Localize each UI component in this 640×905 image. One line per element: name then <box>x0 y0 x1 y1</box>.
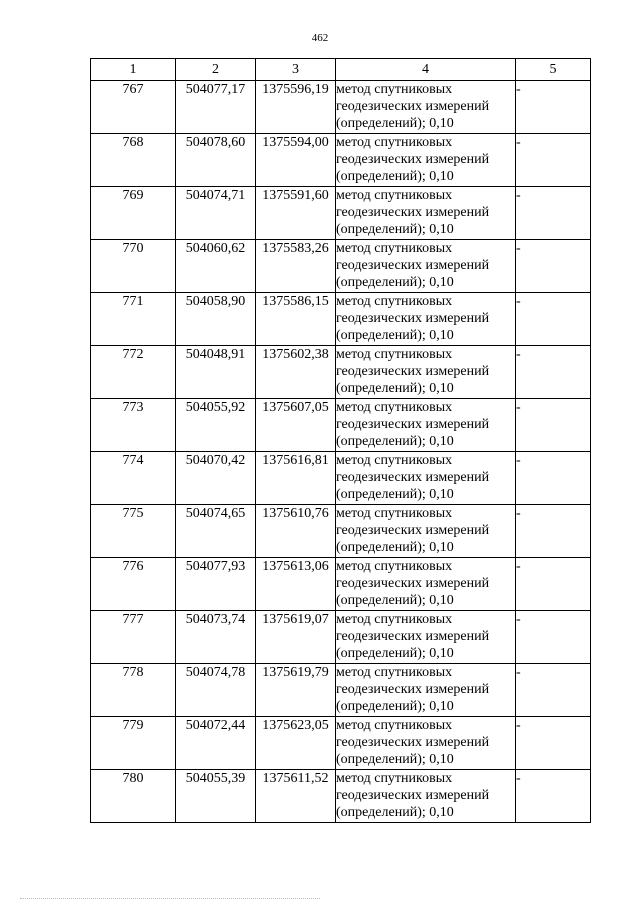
method-line: геодезических измерений <box>336 152 490 167</box>
method-line: метод спутниковых <box>336 453 453 468</box>
method-line: метод спутниковых <box>336 347 453 362</box>
y-coordinate-cell: 1375607,05 <box>256 399 336 452</box>
x-coordinate-cell: 504078,60 <box>176 134 256 187</box>
method-cell <box>336 558 516 611</box>
method-line: метод спутниковых <box>336 400 453 415</box>
note-cell: - <box>516 346 591 399</box>
table-row <box>91 134 591 187</box>
y-coordinate-cell: 1375611,52 <box>256 770 336 823</box>
point-number-cell: 774 <box>91 452 176 505</box>
table-row <box>91 240 591 293</box>
x-coordinate-cell: 504070,42 <box>176 452 256 505</box>
method-line: (определений); 0,10 <box>336 593 454 608</box>
y-coordinate-cell: 1375610,76 <box>256 505 336 558</box>
method-cell <box>336 611 516 664</box>
method-line: геодезических измерений <box>336 258 490 273</box>
note-cell: - <box>516 717 591 770</box>
point-number-cell: 771 <box>91 293 176 346</box>
table-row <box>91 558 591 611</box>
method-line: (определений); 0,10 <box>336 540 454 555</box>
point-number-cell: 772 <box>91 346 176 399</box>
table-row <box>91 187 591 240</box>
method-line: (определений); 0,10 <box>336 169 454 184</box>
method-line: метод спутниковых <box>336 188 453 203</box>
method-line: (определений); 0,10 <box>336 116 454 131</box>
method-line: (определений); 0,10 <box>336 487 454 502</box>
method-cell <box>336 293 516 346</box>
note-cell: - <box>516 505 591 558</box>
point-number-cell: 767 <box>91 81 176 134</box>
column-header-3: 3 <box>256 59 336 81</box>
point-number-cell: 775 <box>91 505 176 558</box>
method-line: геодезических измерений <box>336 576 490 591</box>
note-cell: - <box>516 399 591 452</box>
table-row <box>91 505 591 558</box>
y-coordinate-cell: 1375591,60 <box>256 187 336 240</box>
method-line: метод спутниковых <box>336 559 453 574</box>
method-line: метод спутниковых <box>336 771 453 786</box>
point-number-cell: 776 <box>91 558 176 611</box>
method-line: геодезических измерений <box>336 629 490 644</box>
x-coordinate-cell: 504060,62 <box>176 240 256 293</box>
method-cell <box>336 770 516 823</box>
table-row <box>91 611 591 664</box>
column-header-4: 4 <box>336 59 516 81</box>
method-cell <box>336 664 516 717</box>
method-line: геодезических измерений <box>336 682 490 697</box>
x-coordinate-cell: 504074,71 <box>176 187 256 240</box>
method-cell <box>336 717 516 770</box>
method-cell <box>336 81 516 134</box>
y-coordinate-cell: 1375586,15 <box>256 293 336 346</box>
page-number: 462 <box>311 32 329 44</box>
x-coordinate-cell: 504055,92 <box>176 399 256 452</box>
method-line: геодезических измерений <box>336 364 490 379</box>
point-number-cell: 768 <box>91 134 176 187</box>
column-header-2: 2 <box>176 59 256 81</box>
note-cell: - <box>516 240 591 293</box>
method-line: (определений); 0,10 <box>336 805 454 820</box>
method-line: (определений); 0,10 <box>336 646 454 661</box>
note-cell: - <box>516 611 591 664</box>
method-line: (определений); 0,10 <box>336 434 454 449</box>
point-number-cell: 773 <box>91 399 176 452</box>
method-line: геодезических измерений <box>336 311 490 326</box>
method-line: метод спутниковых <box>336 135 453 150</box>
x-coordinate-cell: 504072,44 <box>176 717 256 770</box>
note-cell: - <box>516 558 591 611</box>
note-cell: - <box>516 664 591 717</box>
note-cell: - <box>516 452 591 505</box>
y-coordinate-cell: 1375616,81 <box>256 452 336 505</box>
y-coordinate-cell: 1375596,19 <box>256 81 336 134</box>
x-coordinate-cell: 504074,78 <box>176 664 256 717</box>
method-line: метод спутниковых <box>336 665 453 680</box>
method-line: метод спутниковых <box>336 241 453 256</box>
method-cell <box>336 452 516 505</box>
method-line: (определений); 0,10 <box>336 381 454 396</box>
coordinates-table <box>90 58 591 823</box>
method-line: метод спутниковых <box>336 82 453 97</box>
method-cell <box>336 187 516 240</box>
method-line: метод спутниковых <box>336 506 453 521</box>
method-line: (определений); 0,10 <box>336 699 454 714</box>
y-coordinate-cell: 1375583,26 <box>256 240 336 293</box>
method-line: метод спутниковых <box>336 718 453 733</box>
point-number-cell: 770 <box>91 240 176 293</box>
method-cell <box>336 399 516 452</box>
method-line: геодезических измерений <box>336 788 490 803</box>
x-coordinate-cell: 504058,90 <box>176 293 256 346</box>
point-number-cell: 779 <box>91 717 176 770</box>
method-cell <box>336 240 516 293</box>
x-coordinate-cell: 504077,93 <box>176 558 256 611</box>
method-line: метод спутниковых <box>336 294 453 309</box>
y-coordinate-cell: 1375613,06 <box>256 558 336 611</box>
method-line: геодезических измерений <box>336 735 490 750</box>
table-body <box>91 81 591 823</box>
method-line: (определений); 0,10 <box>336 752 454 767</box>
note-cell: - <box>516 134 591 187</box>
y-coordinate-cell: 1375594,00 <box>256 134 336 187</box>
point-number-cell: 777 <box>91 611 176 664</box>
method-line: геодезических измерений <box>336 205 490 220</box>
y-coordinate-cell: 1375623,05 <box>256 717 336 770</box>
y-coordinate-cell: 1375619,07 <box>256 611 336 664</box>
table-row <box>91 452 591 505</box>
x-coordinate-cell: 504077,17 <box>176 81 256 134</box>
method-line: геодезических измерений <box>336 417 490 432</box>
method-cell <box>336 505 516 558</box>
x-coordinate-cell: 504048,91 <box>176 346 256 399</box>
table-row <box>91 664 591 717</box>
note-cell: - <box>516 770 591 823</box>
x-coordinate-cell: 504073,74 <box>176 611 256 664</box>
method-line: (определений); 0,10 <box>336 275 454 290</box>
method-line: (определений); 0,10 <box>336 328 454 343</box>
x-coordinate-cell: 504055,39 <box>176 770 256 823</box>
column-header-1: 1 <box>91 59 176 81</box>
method-cell <box>336 346 516 399</box>
point-number-cell: 769 <box>91 187 176 240</box>
method-line: геодезических измерений <box>336 523 490 538</box>
table-row <box>91 770 591 823</box>
y-coordinate-cell: 1375602,38 <box>256 346 336 399</box>
method-line: геодезических измерений <box>336 470 490 485</box>
table-header-row <box>91 59 591 81</box>
scan-artifact-line <box>20 898 320 902</box>
table-row <box>91 81 591 134</box>
method-line: (определений); 0,10 <box>336 222 454 237</box>
column-header-5: 5 <box>516 59 591 81</box>
table-row <box>91 346 591 399</box>
note-cell: - <box>516 187 591 240</box>
point-number-cell: 780 <box>91 770 176 823</box>
note-cell: - <box>516 81 591 134</box>
table-row <box>91 293 591 346</box>
table-row <box>91 717 591 770</box>
y-coordinate-cell: 1375619,79 <box>256 664 336 717</box>
table-row <box>91 399 591 452</box>
method-line: метод спутниковых <box>336 612 453 627</box>
x-coordinate-cell: 504074,65 <box>176 505 256 558</box>
note-cell: - <box>516 293 591 346</box>
method-cell <box>336 134 516 187</box>
point-number-cell: 778 <box>91 664 176 717</box>
method-line: геодезических измерений <box>336 99 490 114</box>
